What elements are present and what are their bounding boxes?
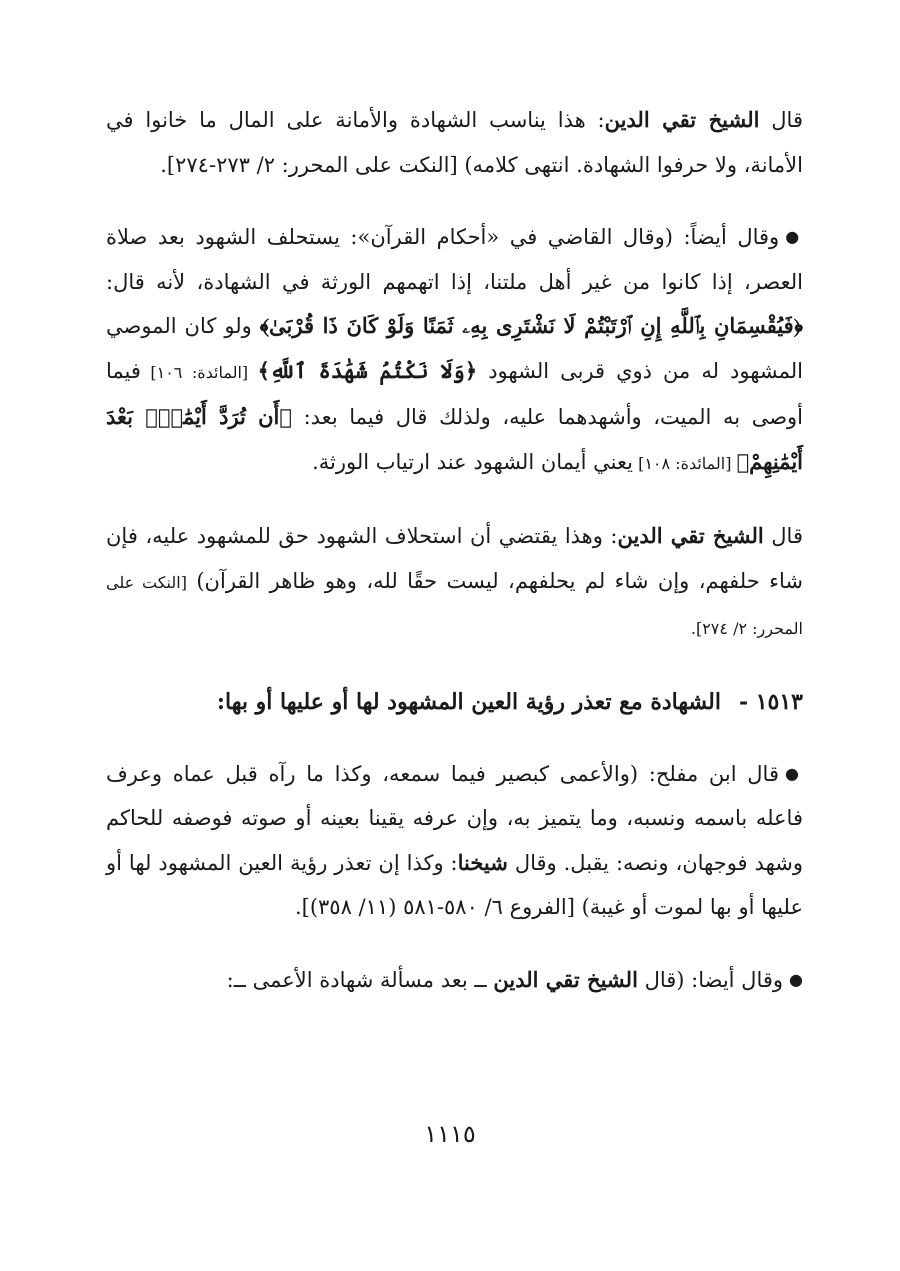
bullet-icon: ● [785, 227, 803, 246]
paragraph-gap [106, 652, 803, 680]
text-span: : وكذا إن تعذر رؤية العين المشهود لها أو عليها أو بها لموت أو غيبة) [الفروع ٦/ ٥٨٠-٥٨١ (١١/ ٣٥٨)]. [106, 850, 803, 919]
paragraph-gap [106, 187, 803, 215]
paragraph-3 [106, 514, 803, 652]
text-span: ولو كان الموصي المشهود له من ذوي قربى الشهود [106, 314, 803, 383]
verse-reference: [المائدة: ١٠٨] [632, 453, 737, 473]
paragraph-2 [106, 215, 803, 486]
paragraph-1 [106, 98, 803, 187]
page-body [106, 98, 803, 1002]
scholar-name: الشيخ تقي الدين [617, 523, 764, 548]
text-span: قال [763, 524, 803, 548]
text-span: ــ بعد مسألة شهادة الأعمى ــ: [226, 967, 494, 992]
text-span: وقال أيضا: (قال [637, 967, 784, 992]
source-reference: [النكت على المحرر: ٢/ ٢٧٤]. [106, 572, 803, 638]
section-number: ١٥١٣ - [738, 688, 803, 715]
text-span: وقال أيضاً: (وقال القاضي في «أحكام القرآن»: يستحلف الشهود بعد صلاة العصر، إذا كانوا من غير أهل ملتنا، إذا اتهمهم الورثة في الشهادة، لأنه قال: [106, 225, 803, 294]
scholar-name: شيخنا [457, 849, 508, 875]
paragraph-gap [106, 486, 803, 514]
text-span: قال ابن مفلح: (والأعمى كبصير فيما سمعه، وكذا ما رآه قبل عماه وعرف فاعله باسمه ونسبه، وما يتميز به، وإن عرفه يقينا بعينه أو صوته فوصفه للحاكم وشهد فوجهان، ونصه: يقبل. وقال [106, 761, 803, 875]
section-title: الشهادة مع تعذر رؤية العين المشهود لها أو عليها أو بها: [216, 688, 721, 715]
paragraph-5 [106, 958, 803, 1003]
verse-reference: [المائدة: ١٠٦] [140, 362, 258, 382]
quran-verse: ﴿أَن تُرَدَّ أَيْمَٰنٌۢ بَعْدَ أَيْمَٰنِهِمْ﴾ [106, 404, 803, 474]
quran-verse: ﴿وَلَا نَكْتُمُ شَهَٰدَةَ ٱللَّهِ﴾ [257, 357, 478, 383]
text-span: قال [759, 108, 803, 132]
text-span: : وهذا يقتضي أن استحلاف الشهود حق للمشهود عليه، فإن شاء حلفهم، وإن شاء لم يحلفهم، ليست حقًا لله، وهو ظاهر القرآن) [106, 524, 804, 593]
paragraph-gap [106, 724, 803, 752]
text-span: يعني أيمان الشهود عند ارتياب الورثة. [312, 449, 633, 474]
bullet-icon: ● [785, 763, 803, 783]
section-heading [106, 680, 803, 724]
scholar-name: الشيخ تقي الدين [493, 966, 638, 992]
text-span: : هذا يناسب الشهادة والأمانة على المال ما خانوا في الأمانة، ولا حرفوا الشهادة. انتهى كلامه) [النكت على المحرر: ٢/ ٢٧٣-٢٧٤]. [106, 108, 803, 177]
quran-verse: ﴿فَيُقْسِمَانِ بِٱللَّهِ إِنِ ٱرْتَبْتُمْ لَا نَشْتَرِى بِهِۦ ثَمَنًا وَلَوْ كَانَ ذَا قُرْبَىٰ﴾ [259, 313, 803, 338]
page-number: ١١١٥ [424, 1120, 476, 1148]
bullet-icon: ● [789, 969, 803, 989]
paragraph-4 [106, 752, 803, 930]
text-span: فيما أوصى به الميت، وأشهدهما عليه، ولذلك قال فيما بعد: [106, 358, 804, 429]
paragraph-gap [106, 930, 803, 958]
scholar-name: الشيخ تقي الدين [604, 107, 760, 132]
